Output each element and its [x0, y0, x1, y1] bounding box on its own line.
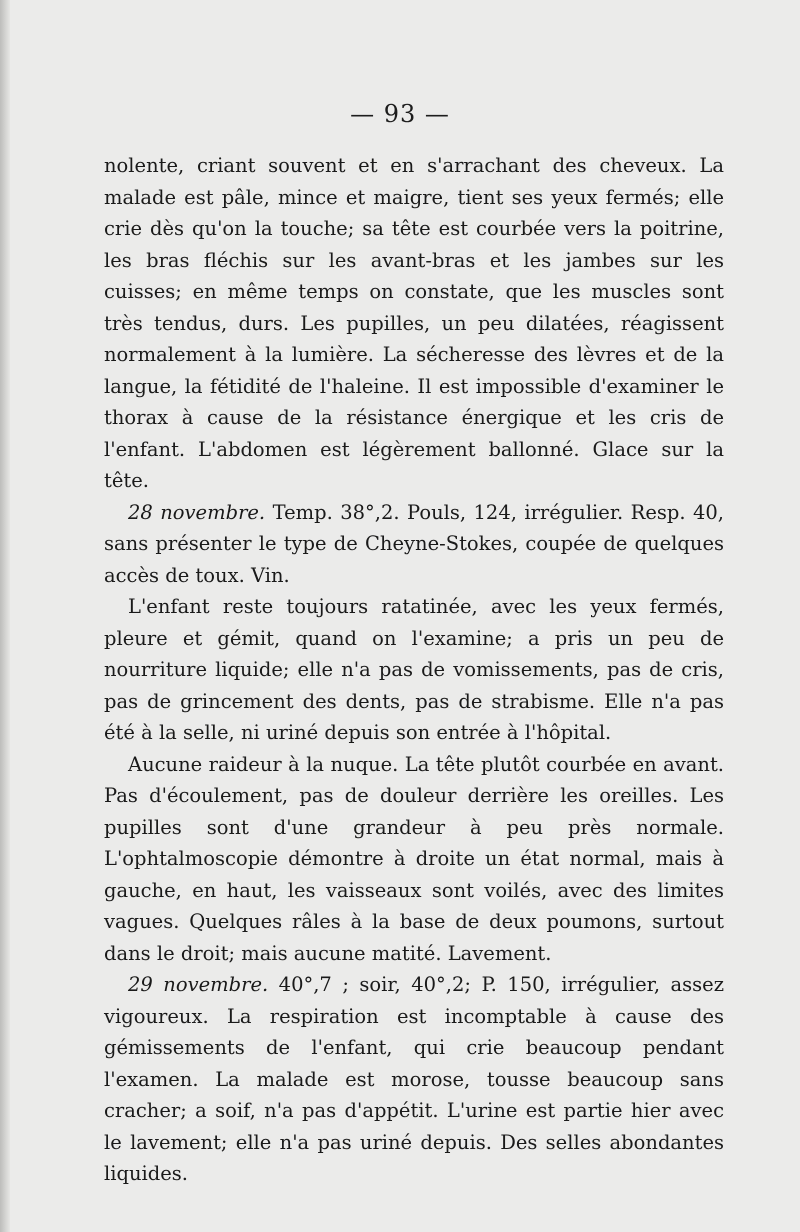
- entry-28-novembre: [104, 497, 724, 592]
- entry-date: 29 novembre.: [128, 973, 269, 996]
- paragraph-aucune-raideur: Aucune raideur à la nuque. La tête plutôt courbée en avant. Pas d'écoulement, pas de douleur derrière les oreilles. Les pupilles sont d'une grandeur à peu près normale. L'ophtalmoscopie démontre à droite un état normal, mais à gauche, en haut, les vaisseaux sont voilés, avec des limites vagues. Quelques râles à la base de deux poumons, surtout dans le droit; mais aucune matité. Lavement.: [104, 752, 724, 965]
- body-text: [104, 150, 724, 1190]
- entry-text: Temp. 38°,2. Pouls, 124, irrégulier. Resp. 40, sans présenter le type de Cheyne-Stokes, coupée de quelques accès de toux. Vin.: [104, 500, 724, 587]
- page-number: — 93 —: [350, 100, 450, 128]
- page-gutter-shadow: [0, 0, 10, 1232]
- entry-29-novembre: [104, 969, 724, 1190]
- entry-text: 40°,7 ; soir, 40°,2; P. 150, irrégulier, assez vigoureux. La respiration est incomptable à cause des gémissements de l'enfant, qui crie beaucoup pendant l'examen. La malade est morose, tousse beaucoup sans cracher; a soif, n'a pas d'appétit. L'urine est partie hier avec le lavement; elle n'a pas uriné depuis. Des selles abondantes liquides.: [104, 973, 724, 1185]
- paragraph-continuation: nolente, criant souvent et en s'arrachant des cheveux. La malade est pâle, mince et maigre, tient ses yeux fermés; elle crie dès qu'on la touche; sa tête est courbée vers la poitrine, les bras fléchis sur les avant-bras et les jambes sur les cuisses; en même temps on constate, que les muscles sont très tendus, durs. Les pupilles, un peu dilatées, réagissent normalement à la lumière. La sécheresse des lèvres et de la langue, la fétidité de l'haleine. Il est impossible d'examiner le thorax à cause de la résistance énergique et les cris de l'enfant. L'abdomen est légèrement ballonné. Glace sur la tête.: [104, 154, 724, 492]
- paragraph-enfant: L'enfant reste toujours ratatinée, avec les yeux fermés, pleure et gémit, quand on l'examine; a pris un peu de nourriture liquide; elle n'a pas de vomissements, pas de cris, pas de grincement des dents, pas de strabisme. Elle n'a pas été à la selle, ni uriné depuis son entrée à l'hôpital.: [104, 595, 724, 744]
- entry-date: 28 novembre.: [128, 500, 266, 524]
